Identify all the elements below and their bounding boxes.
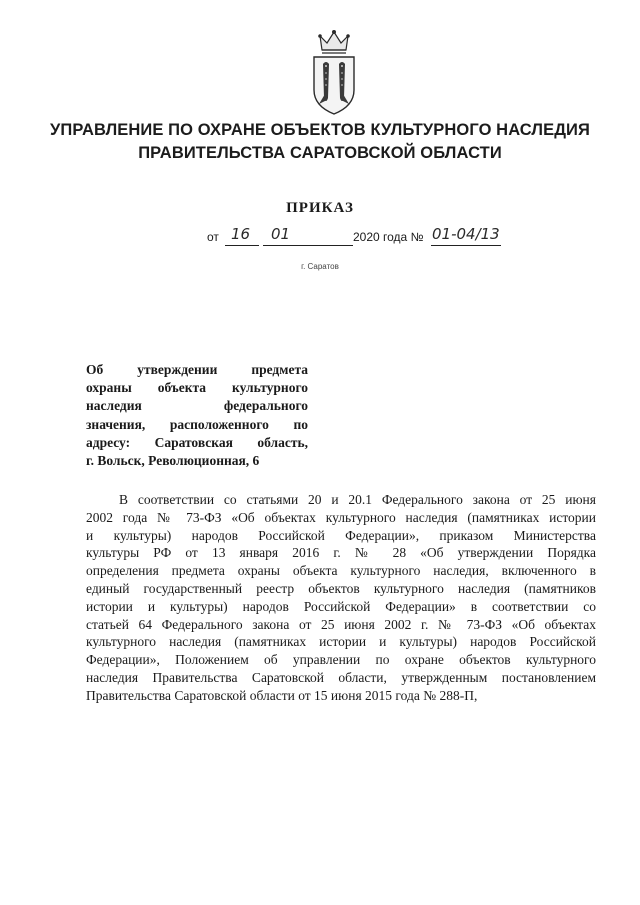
subject-line: Об утверждении предмета [86,362,308,377]
body-line: наследия Правительства Саратовской области, утвержденным постановлением [86,669,596,685]
order-preamble-paragraph [86,491,596,705]
subject-line: охраны объекта культурного [86,380,308,396]
body-line: культуры РФ от 13 января 2016 г. № 28 «Об утверждении Порядка [86,545,596,561]
order-date-number-line [207,226,517,248]
year-and-number-label: 2020 года № [353,230,424,244]
handwritten-month: 01 [271,225,291,243]
body-line: В соответствии со статьями 20 и 20.1 Федерального закона от 25 июня [119,492,596,507]
handwritten-day: 16 [231,225,251,243]
body-line: Федерации», Положением об управлении по охране объектов культурного [86,652,596,668]
body-line: культурного наследия (памятниках истории и культуры) народов Российской [86,634,596,650]
subject-line: значения, расположенного по [86,416,308,432]
body-line: определения предмета охраны объекта культурного наследия, включенного в [86,563,596,579]
subject-line: адресу: Саратовская область, [86,434,308,450]
body-line: 2002 года № 73-ФЗ «Об объектах культурного наследия (памятниках истории [86,509,596,525]
body-line: статьей 64 Федерального закона от 25 июня 2002 г. № 73-ФЗ «Об объектах [86,616,596,632]
handwritten-order-number: 01-04/13 [432,225,500,243]
day-underline [225,245,259,246]
order-subject-block [86,361,308,470]
organization-name-line-1: УПРАВЛЕНИЕ ПО ОХРАНЕ ОБЪЕКТОВ КУЛЬТУРНОГО НАСЛЕДИЯ [50,121,590,139]
document-type-title: ПРИКАЗ [286,200,354,216]
body-line: и культуры) народов Российской Федерации», приказом Министерства [86,527,596,543]
city-of-issue: г. Саратов [301,262,339,271]
number-underline [431,245,501,246]
from-label: от [207,230,219,244]
body-line: единый государственный реестр объектов культурного наследия (памятников [86,580,596,596]
month-underline [263,245,353,246]
body-line: истории и культуры) народов Российской Федерации» в соответствии со [86,598,596,614]
subject-line: г. Вольск, Революционная, 6 [86,452,260,468]
saratov-oblast-coat-of-arms-icon [305,28,363,116]
body-line: Правительства Саратовской области от 15 июня 2015 года № 288-П, [86,687,478,703]
organization-name-line-2: ПРАВИТЕЛЬСТВА САРАТОВСКОЙ ОБЛАСТИ [138,144,502,162]
subject-line: наследия федерального [86,398,308,414]
